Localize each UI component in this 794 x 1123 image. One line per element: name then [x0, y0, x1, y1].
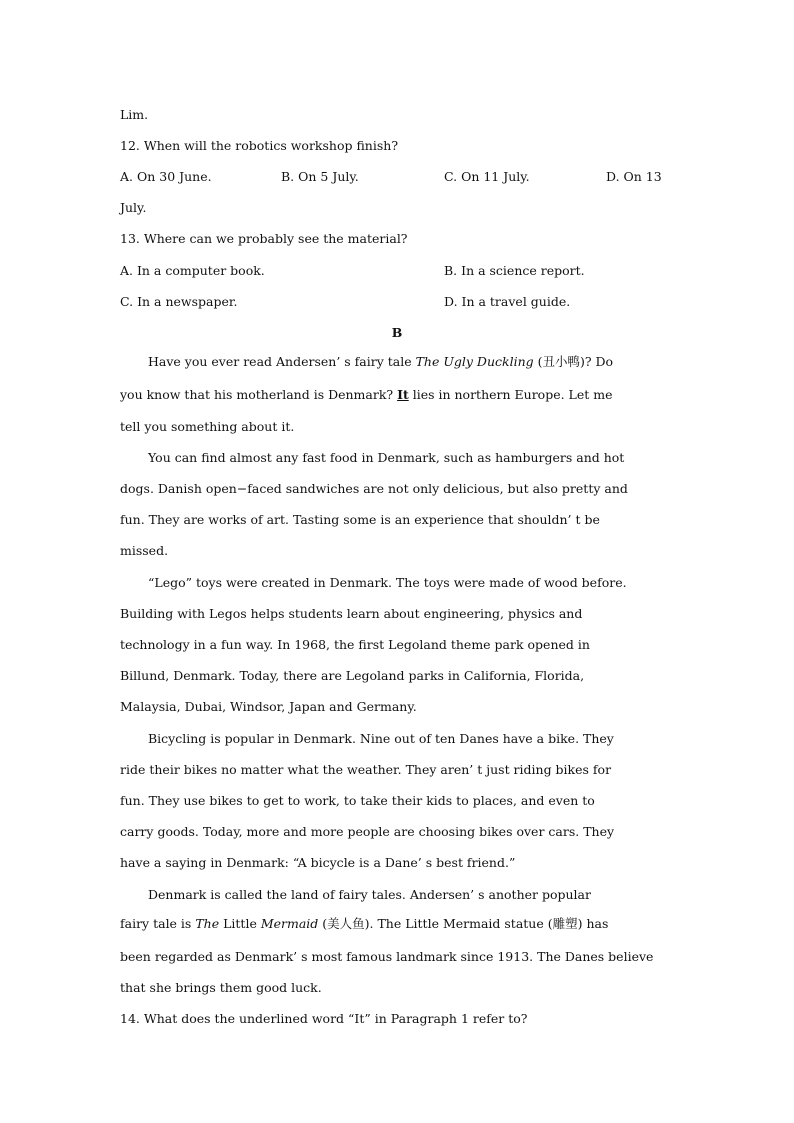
italic-title: The Ugly Duckling [415, 354, 534, 369]
paragraph-4-line: Bicycling is popular in Denmark. Nine out of ten Danes have a bike. They [148, 731, 614, 746]
text-span: Have you ever read Andersen’ s fairy tale [148, 354, 416, 369]
text-span: fairy tale is [120, 916, 196, 931]
paragraph-2-line: missed. [120, 543, 169, 558]
paragraph-4-line: have a saying in Denmark: “A bicycle is a Dane’ s best friend.” [120, 855, 516, 870]
paragraph-4-line: carry goods. Today, more and more people are choosing bikes over cars. They [120, 824, 615, 839]
paragraph-5-line: that she brings them good luck. [120, 980, 322, 995]
option-13-c: C. In a newspaper. [120, 294, 238, 309]
paragraph-3-line: Building with Legos helps students learn about engineering, physics and [120, 606, 583, 621]
paragraph-2-line: fun. They are works of art. Tasting some is an experience that shouldn’ t be [120, 512, 600, 527]
option-13-a: A. In a computer book. [120, 263, 265, 278]
underlined-word: It [397, 387, 409, 402]
option-12-d: D. On 13 [606, 169, 662, 184]
italic-word: Mermaid [260, 916, 319, 931]
option-13-b: B. In a science report. [444, 263, 585, 278]
option-12-a: A. On 30 June. [120, 169, 212, 184]
paragraph-5-line: been regarded as Denmark’ s most famous landmark since 1913. The Danes believe [120, 949, 654, 964]
paragraph-1-line [148, 354, 613, 370]
text-span: you know that his motherland is Denmark? [120, 387, 398, 402]
question-13: 13. Where can we probably see the material? [120, 231, 408, 246]
paragraph-3-line: technology in a fun way. In 1968, the first Legoland theme park opened in [120, 637, 590, 652]
option-12-c: C. On 11 July. [444, 169, 530, 184]
text-span: Little [219, 916, 261, 931]
paragraph-5-line [120, 916, 608, 932]
question-14: 14. What does the underlined word “It” in Paragraph 1 refer to? [120, 1011, 528, 1026]
question-12: 12. When will the robotics workshop finish? [120, 138, 399, 153]
paragraph-4-line: ride their bikes no matter what the weather. They aren’ t just riding bikes for [120, 762, 612, 777]
text-span: (美人鱼). The Little Mermaid statue (雕塑) has [318, 916, 609, 931]
paragraph-5-line: Denmark is called the land of fairy tales. Andersen’ s another popular [148, 887, 591, 902]
option-13-d: D. In a travel guide. [444, 294, 571, 309]
paragraph-2-line: dogs. Danish open−faced sandwiches are not only delicious, but also pretty and [120, 481, 628, 496]
paragraph-3-line: “Lego” toys were created in Denmark. The toys were made of wood before. [148, 575, 627, 590]
text-line: Lim. [120, 107, 149, 122]
option-12-b: B. On 5 July. [281, 169, 359, 184]
option-12-d-continued: July. [120, 200, 147, 215]
section-heading: B [391, 325, 403, 340]
italic-word: The [195, 916, 220, 931]
paragraph-1-line: tell you something about it. [120, 419, 295, 434]
text-span: (丑小鸭)? Do [533, 354, 614, 369]
paragraph-1-line [120, 387, 613, 403]
paragraph-4-line: fun. They use bikes to get to work, to take their kids to places, and even to [120, 793, 595, 808]
paragraph-2-line: You can find almost any fast food in Denmark, such as hamburgers and hot [148, 450, 625, 465]
paragraph-3-line: Billund, Denmark. Today, there are Legoland parks in California, Florida, [120, 668, 585, 683]
text-span: lies in northern Europe. Let me [408, 387, 613, 402]
paragraph-3-line: Malaysia, Dubai, Windsor, Japan and Germany. [120, 699, 417, 714]
